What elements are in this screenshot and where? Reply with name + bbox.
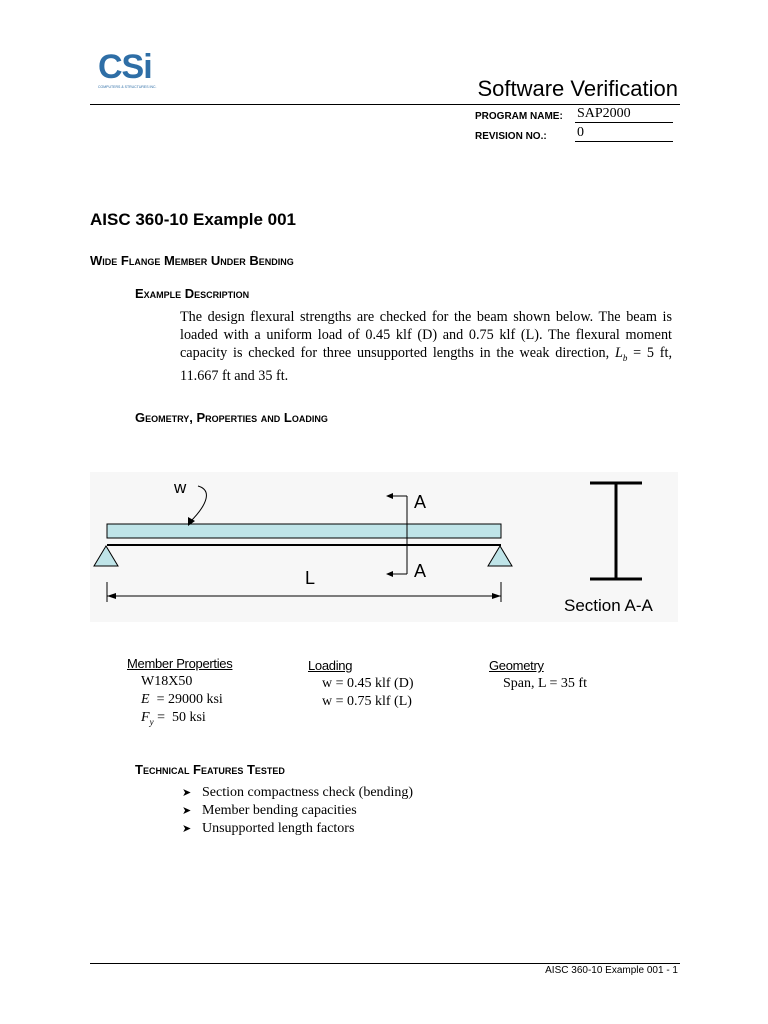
arrowhead-bullet-icon: ➤ [182,823,192,835]
geometry-block [489,658,587,693]
lb-symbol: L [614,345,623,361]
document-title: AISC 360-10 Example 001 [90,210,297,229]
document-subtitle: Wide Flange Member Under Bending [90,253,294,268]
list-item-text: Unsupported length factors [202,821,355,836]
technical-features-list [182,784,413,838]
right-support [488,546,512,566]
member-e [141,691,232,709]
fy-value: = 50 ksi [153,710,206,725]
logo-subtitle: COMPUTERS & STRUCTURES INC. [98,85,157,89]
beam-load-rect [107,524,501,538]
technical-features-heading: Technical Features Tested [135,762,285,777]
member-fy [141,709,232,731]
member-section: W18X50 [141,674,193,689]
list-item-text: Member bending capacities [202,803,357,818]
program-name-value: SAP2000 [575,106,673,123]
beam-diagram-svg [90,472,678,622]
header-divider [90,104,680,105]
section-top-label: A [414,492,427,512]
member-properties-block [127,656,232,731]
program-name-label: PROGRAM NAME: [475,111,563,122]
lb-subscript: b [622,352,628,363]
footer-divider [90,963,680,964]
member-properties-heading: Member Properties [127,656,233,671]
list-item-text: Section compactness check (bending) [202,785,414,800]
page-header-title: Software Verification [477,76,678,101]
arrowhead-bullet-icon: ➤ [182,787,192,799]
section-caption: Section A-A [564,596,653,615]
e-symbol: E [141,692,150,707]
span-label: L [305,568,316,588]
description-text-part-2: = 5 ft, 11.667 ft and 35 ft. [180,345,672,384]
list-item [182,802,413,820]
loading-block [308,658,414,711]
revision-label: REVISION NO.: [475,131,547,142]
description-text-part-1: The design flexural strengths are checked for the beam shown below. The beam is loaded with a uniform load of 0.45 klf (D) and 0.75 klf (L). The flexural moment capacity is checked for three unsupported lengths in the weak direction, [180,309,672,361]
load-label: w [174,478,187,497]
left-support [94,546,118,566]
csi-logo [98,50,162,90]
section-bottom-label: A [414,561,427,581]
e-value: = 29000 ksi [149,692,223,707]
geometry-properties-heading: Geometry [489,658,544,673]
geometry-line-1: Span, L = 35 ft [503,676,587,691]
example-description-text [180,308,672,385]
fy-subscript: y [149,716,154,727]
load-arrow [190,486,206,522]
fy-symbol: F [141,710,150,725]
arrowhead-bullet-icon: ➤ [182,805,192,817]
span-right-arrowhead [492,593,501,599]
geometry-heading: Geometry, Properties and Loading [135,410,328,425]
revision-value: 0 [575,125,673,142]
example-description-heading: Example Description [135,286,250,301]
list-item [182,820,413,838]
loading-line-1: w = 0.45 klf (D) [322,676,414,691]
list-item [182,784,413,802]
span-left-arrowhead [107,593,116,599]
beam-diagram [90,472,678,622]
section-cut-top-arrowhead [386,493,393,499]
section-cut-bottom-arrowhead [386,571,393,577]
logo-text: CSi [98,48,152,86]
loading-heading: Loading [308,658,353,673]
page-footer: AISC 360-10 Example 001 - 1 [545,965,678,976]
loading-line-2: w = 0.75 klf (L) [322,694,412,709]
